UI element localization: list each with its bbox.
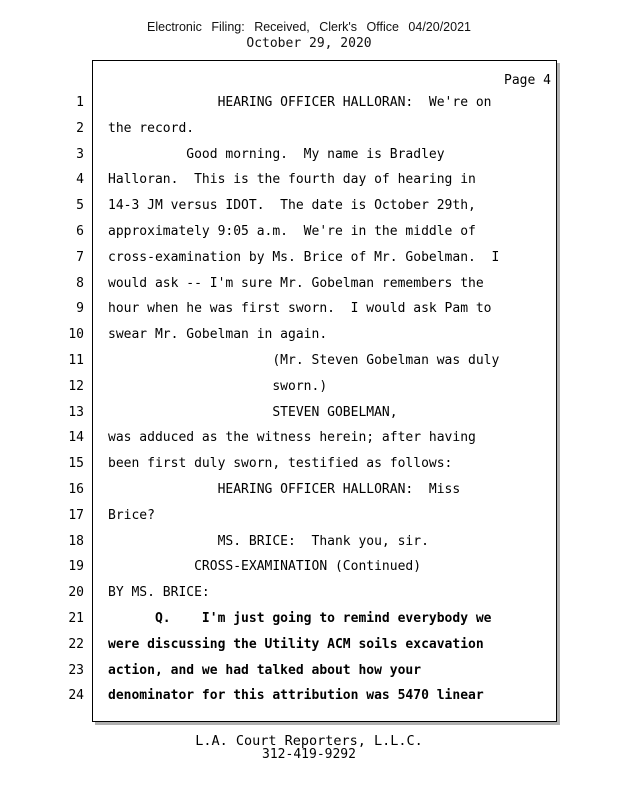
line-number: 4 xyxy=(76,172,84,188)
transcript-line: been first duly sworn, testified as follows: xyxy=(108,456,453,472)
line-number: 21 xyxy=(68,610,84,626)
line-number: 23 xyxy=(68,662,84,678)
transcript-line: cross-examination by Ms. Brice of Mr. Gobelman. I xyxy=(108,249,500,265)
transcript-line: HEARING OFFICER HALLORAN: We're on xyxy=(108,95,492,110)
line-number: 7 xyxy=(76,249,84,265)
line-number: 20 xyxy=(68,585,84,601)
transcript-text xyxy=(108,90,548,709)
line-number: 15 xyxy=(68,456,84,472)
transcript-line: (Mr. Steven Gobelman was duly xyxy=(108,352,500,368)
line-number: 19 xyxy=(68,559,84,575)
line-number-column xyxy=(60,90,84,709)
line-number: 13 xyxy=(68,404,84,420)
line-number: 11 xyxy=(68,352,84,368)
transcript-line: CROSS-EXAMINATION (Continued) xyxy=(108,559,422,575)
line-number: 2 xyxy=(76,120,84,136)
transcript-line: Halloran. This is the fourth day of hearing in xyxy=(108,172,476,188)
line-number: 14 xyxy=(68,430,84,446)
line-number: 18 xyxy=(68,533,84,549)
line-number: 5 xyxy=(76,198,84,214)
transcript-line: action, and we had talked about how your xyxy=(108,662,422,678)
transcript-line: the record. xyxy=(108,120,195,136)
line-number: 6 xyxy=(76,223,84,239)
transcript-line: Good morning. My name is Bradley xyxy=(108,146,445,162)
transcript-line: HEARING OFFICER HALLORAN: Miss xyxy=(108,481,461,497)
transcript-line: swear Mr. Gobelman in again. xyxy=(108,327,328,343)
line-number: 12 xyxy=(68,378,84,394)
transcript-line: were discussing the Utility ACM soils excavation xyxy=(108,636,484,652)
transcript-line: approximately 9:05 a.m. We're in the middle of xyxy=(108,223,476,239)
line-number: 9 xyxy=(76,301,84,317)
transcript-line: 14-3 JM versus IDOT. The date is October 29th, xyxy=(108,198,476,214)
reporter-name: L.A. Court Reporters, L.L.C. xyxy=(195,733,423,749)
transcript-line: BY MS. BRICE: xyxy=(108,585,210,601)
line-number: 10 xyxy=(68,327,84,343)
line-number: 3 xyxy=(76,146,84,162)
line-number: 17 xyxy=(68,507,84,523)
line-number: 16 xyxy=(68,481,84,497)
transcript-line: Q. I'm just going to remind everybody we xyxy=(108,610,492,626)
transcript-line: would ask -- I'm sure Mr. Gobelman remembers the xyxy=(108,275,484,291)
line-number: 8 xyxy=(76,275,84,291)
transcript-line: Brice? xyxy=(108,507,155,523)
transcript-date: October 29, 2020 xyxy=(246,36,372,51)
transcript-line: was adduced as the witness herein; after having xyxy=(108,430,476,446)
transcript-line: STEVEN GOBELMAN, xyxy=(108,404,398,420)
transcript-line: MS. BRICE: Thank you, sir. xyxy=(108,533,429,549)
transcript-line: hour when he was first sworn. I would ask Pam to xyxy=(108,301,492,317)
line-number: 22 xyxy=(68,636,84,652)
filing-stamp: Electronic Filing: Received, Clerk's Office 04/20/2021 xyxy=(147,20,471,34)
line-number: 24 xyxy=(68,688,84,704)
line-number: 1 xyxy=(76,95,84,110)
reporter-phone: 312-419-9292 xyxy=(262,747,356,762)
transcript-line: sworn.) xyxy=(108,378,328,394)
page-number: Page 4 xyxy=(504,73,551,88)
transcript-line: denominator for this attribution was 5470 linear xyxy=(108,688,484,704)
